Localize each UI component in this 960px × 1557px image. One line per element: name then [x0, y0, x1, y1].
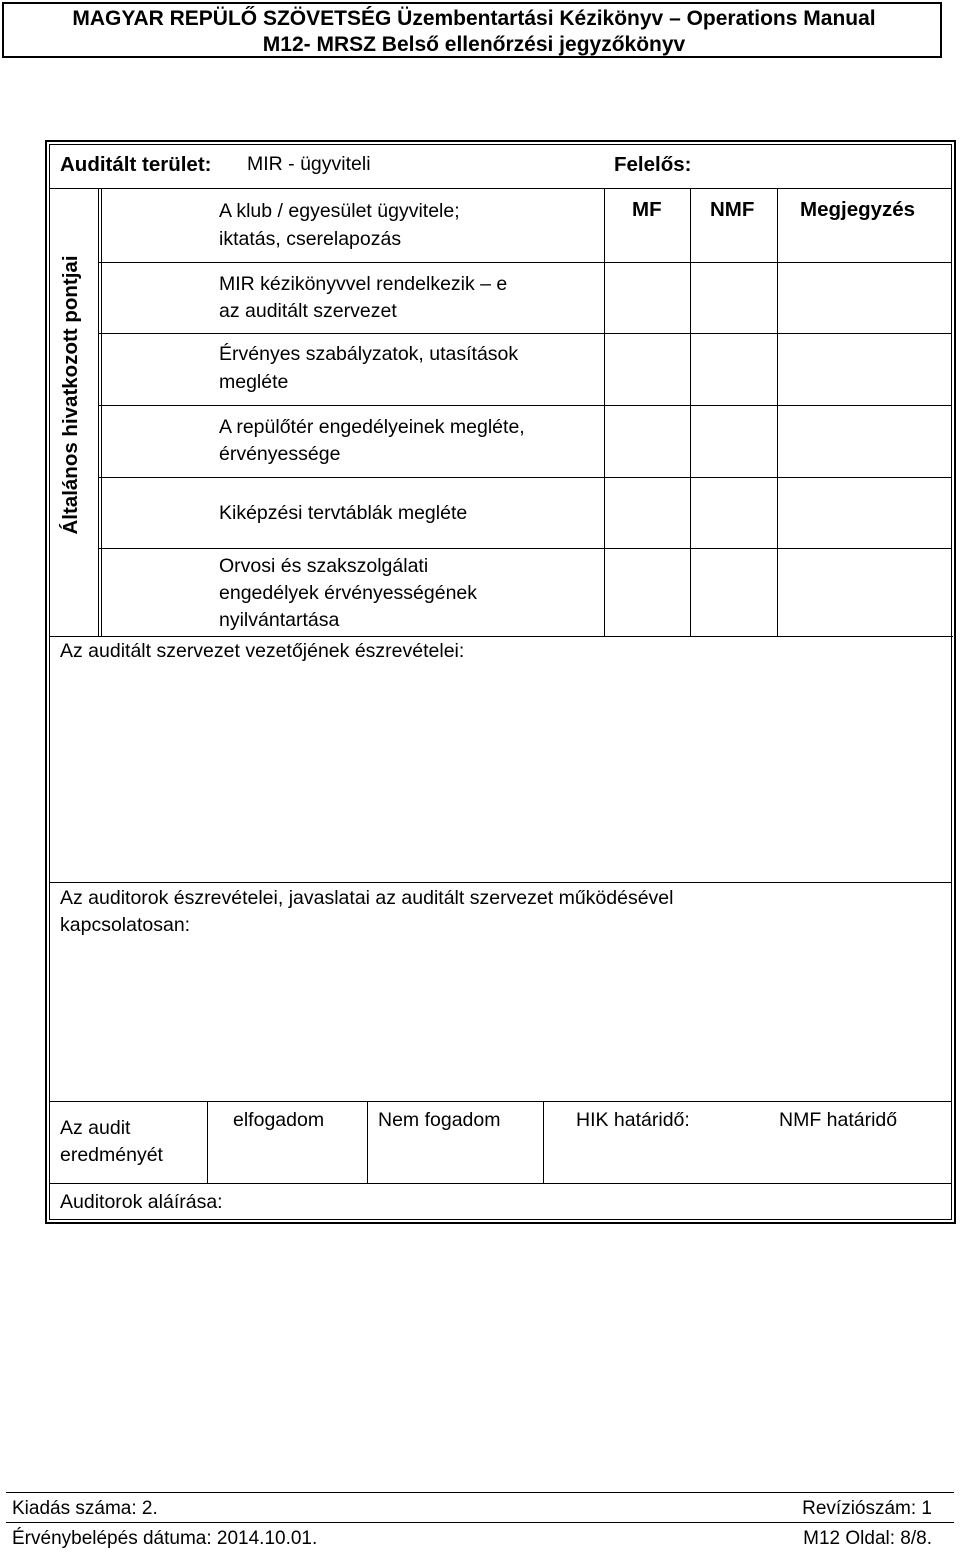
result-label-line-2: eredményét	[60, 1144, 163, 1166]
nmf-deadline-label: NMF határidő	[779, 1109, 898, 1131]
accept-option: elfogadom	[233, 1109, 325, 1131]
rule-section-col	[98, 188, 99, 636]
col-nmf-header: NMF	[710, 198, 755, 221]
header-title: MAGYAR REPÜLŐ SZÖVETSÉG Üzembentartási Kézikönyv – Operations Manual	[72, 7, 876, 30]
checklist-item-2-line-2: az auditált szervezet	[219, 300, 397, 322]
audited-area-value: MIR - ügyviteli	[247, 153, 371, 175]
checklist-item-5-line-1: Kiképzési tervtáblák megléte	[219, 502, 468, 524]
rule-item-4	[99, 477, 952, 478]
leader-remarks-label: Az auditált szervezet vezetőjének észrevételei:	[60, 640, 465, 662]
rule-item-5	[99, 548, 952, 549]
checklist-item-6-line-2: engedélyek érvényességének	[219, 582, 478, 604]
rule-item-2	[99, 333, 952, 334]
rule-section-col-double	[101, 188, 102, 636]
audit-form-inner-frame	[49, 144, 952, 1220]
rule-title-bottom	[49, 188, 952, 189]
checklist-item-2-line-1: MIR kézikönyvvel rendelkezik – e	[219, 273, 508, 295]
document-header	[2, 2, 942, 58]
checklist-item-1-line-2: iktatás, cserelapozás	[219, 228, 402, 250]
rule-result-col-2	[367, 1101, 368, 1183]
rule-item-6	[50, 636, 953, 637]
auditor-signature-label: Auditorok aláírása:	[60, 1191, 223, 1213]
footer-row-1	[12, 1497, 952, 1521]
col-mf-header: MF	[632, 198, 662, 221]
checklist-item-1-line-1: A klub / egyesület ügyvitele;	[219, 200, 460, 222]
checklist-item-6-line-1: Orvosi és szakszolgálati	[219, 555, 429, 577]
rule-result-bottom	[49, 1183, 952, 1184]
hik-deadline-label: HIK határidő:	[576, 1109, 690, 1131]
rule-mf-col	[604, 188, 605, 636]
audited-area-label: Auditált terület:	[60, 153, 212, 176]
reject-option: Nem fogadom	[378, 1109, 501, 1131]
section-label: Általános hivatkozott pontjai	[59, 255, 82, 535]
footer-middle-rule	[6, 1522, 954, 1523]
auditor-remarks-label-line-1: Az auditorok észrevételei, javaslatai az auditált szervezet működésével	[60, 887, 674, 909]
rule-result-col-1	[207, 1101, 208, 1183]
effective-date: Érvénybelépés dátuma: 2014.10.01.	[12, 1528, 318, 1549]
checklist-item-3-line-2: megléte	[219, 371, 289, 393]
rule-note-col	[777, 188, 778, 636]
col-note-header: Megjegyzés	[800, 198, 916, 221]
edition-number: Kiadás száma: 2.	[12, 1498, 158, 1519]
checklist-item-6-line-3: nyilvántartása	[219, 609, 340, 631]
footer-row-2	[12, 1527, 952, 1551]
checklist-item-3-line-1: Érvényes szabályzatok, utasítások	[219, 343, 519, 365]
checklist-item-4-line-2: érvényessége	[219, 443, 341, 465]
rule-auditor-remarks-bottom	[49, 1101, 952, 1102]
page-number: M12 Oldal: 8/8.	[803, 1528, 932, 1549]
rule-item-3	[99, 405, 952, 406]
result-label-line-1: Az audit	[60, 1117, 131, 1139]
footer-top-rule	[6, 1492, 954, 1493]
rule-leader-remarks-bottom	[49, 882, 952, 883]
auditor-remarks-label-line-2: kapcsolatosan:	[60, 914, 191, 936]
checklist-item-4-line-1: A repülőtér engedélyeinek megléte,	[219, 416, 525, 438]
revision-number: Revíziószám: 1	[802, 1498, 932, 1519]
header-subtitle: M12- MRSZ Belső ellenőrzési jegyzőkönyv	[262, 33, 686, 56]
responsible-label: Felelős:	[614, 153, 692, 176]
rule-nmf-col	[690, 188, 691, 636]
rule-item-1	[99, 262, 952, 263]
rule-result-col-3	[543, 1101, 544, 1183]
